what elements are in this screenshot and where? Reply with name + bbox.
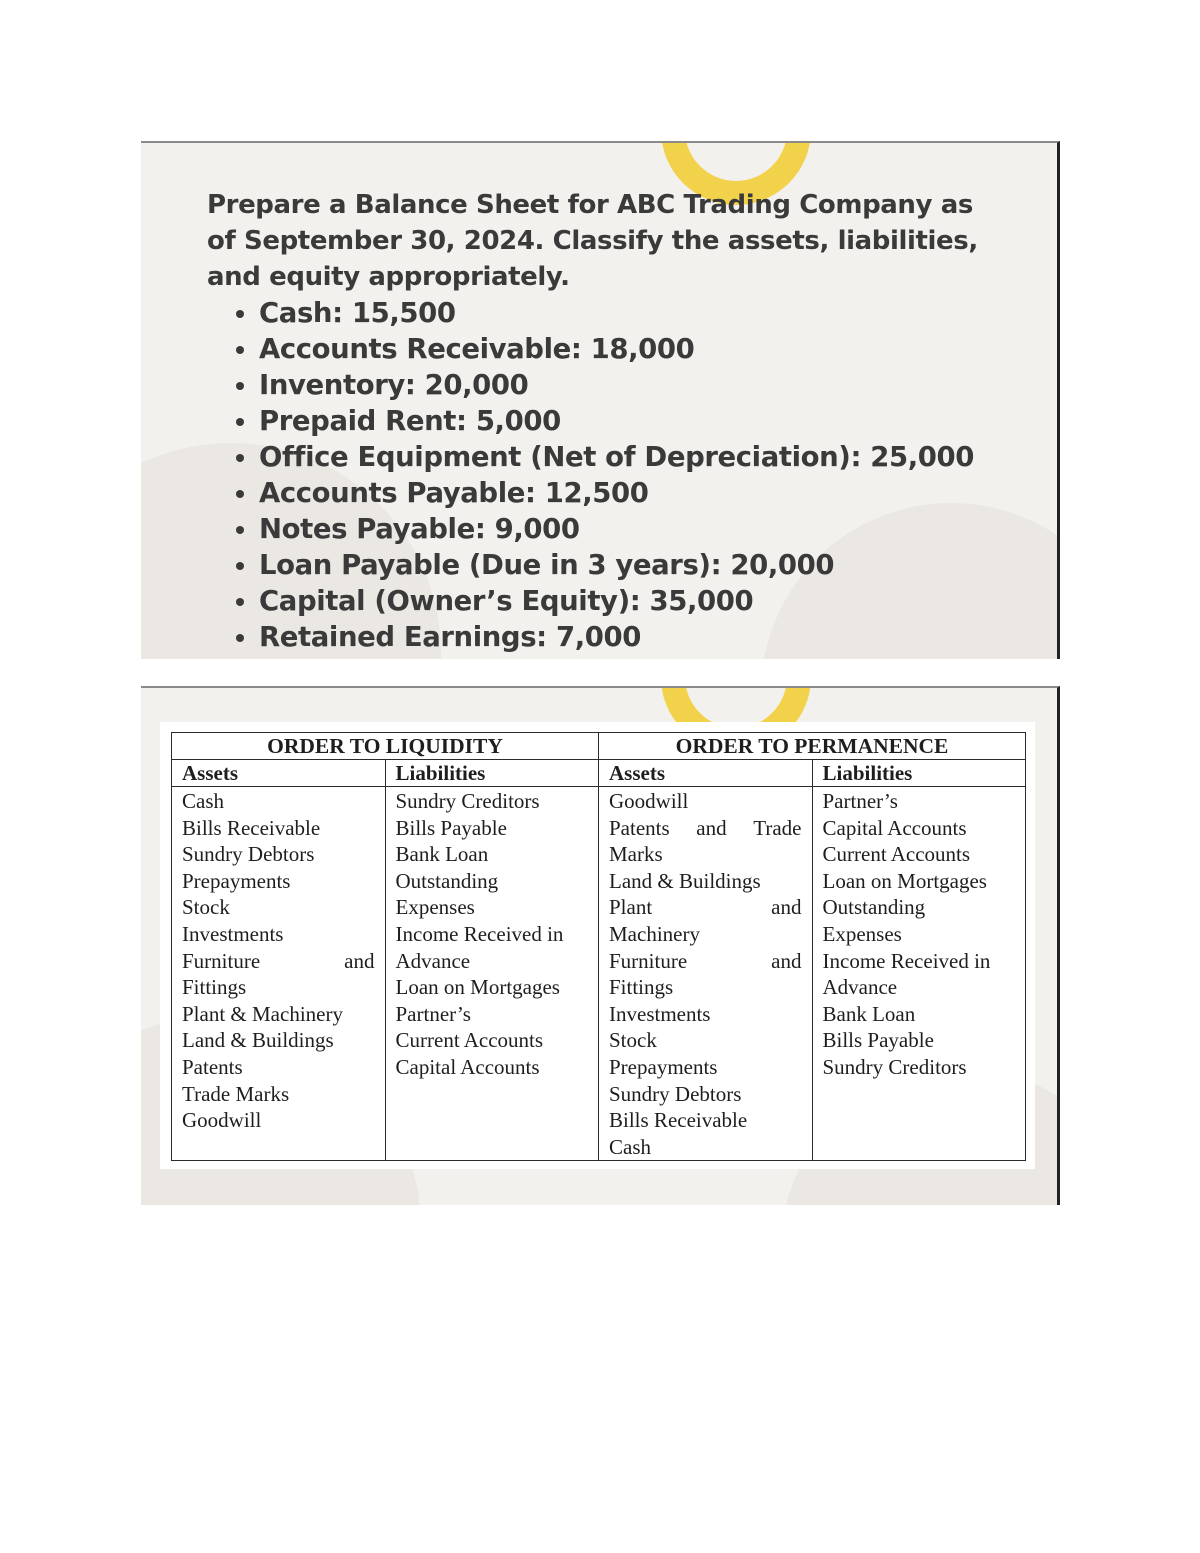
table-entry: Stock [182, 895, 230, 920]
table-entry: Patents and Trade [609, 815, 802, 840]
table-entry: Sundry Debtors [609, 1081, 742, 1106]
exercise-item: Loan Payable (Due in 3 years): 20,000 [233, 547, 1007, 583]
exercise-item: Office Equipment (Net of Depreciation): 25,000 [233, 439, 1007, 475]
exercise-item: Accounts Receivable: 18,000 [233, 331, 1007, 367]
table-entry: Prepayments [182, 868, 291, 893]
table-entry: Land & Buildings [182, 1028, 334, 1053]
exercise-item: Inventory: 20,000 [233, 367, 1007, 403]
liquidity-liabilities-cell [385, 787, 599, 1161]
table-entry: Loan on Mortgages [822, 868, 987, 893]
table-entry: Partner’s [822, 789, 898, 813]
permanence-assets-cell [599, 787, 813, 1161]
table-entry: Income Received in [395, 921, 564, 946]
table-entry: Advance [395, 948, 471, 973]
exercise-text [207, 187, 1007, 655]
header-order-to-permanence: ORDER TO PERMANENCE [599, 733, 1026, 760]
table-entry: Loan on Mortgages [395, 975, 560, 1000]
subheader-permanence-liabilities: Liabilities [812, 760, 1026, 787]
exercise-item: Notes Payable: 9,000 [233, 511, 1007, 547]
table-entry: Sundry Creditors [395, 789, 540, 813]
table-entry: Sundry Creditors [822, 1054, 967, 1079]
table-entry: Fittings [182, 975, 247, 1000]
subheader-liquidity-liabilities: Liabilities [385, 760, 599, 787]
subheader-liquidity-assets: Assets [172, 760, 386, 787]
table-entry: Capital Accounts [822, 815, 967, 840]
table-entry: Bills Payable [822, 1028, 934, 1053]
table-entry: Income Received in [822, 948, 991, 973]
table-entry: Investments [609, 1001, 711, 1026]
exercise-prompt: Prepare a Balance Sheet for ABC Trading Company as of September 30, 2024. Classify the assets, liabilities, and equity appropriately. [207, 190, 978, 292]
table-entry: Goodwill [609, 789, 689, 813]
table-entry: Current Accounts [822, 842, 971, 867]
header-order-to-liquidity: ORDER TO LIQUIDITY [172, 733, 599, 760]
exercise-item: Accounts Payable: 12,500 [233, 475, 1007, 511]
table-entry: Outstanding [822, 895, 926, 920]
order-table [171, 732, 1026, 1161]
table-entry: Marks [609, 842, 663, 867]
exercise-item: Cash: 15,500 [233, 295, 1007, 331]
table-entry: Prepayments [609, 1054, 718, 1079]
table-entry: Goodwill [182, 1108, 262, 1133]
table-entry: Expenses [395, 895, 475, 920]
table-entry: Partner’s [395, 1001, 471, 1026]
subheader-permanence-assets: Assets [599, 760, 813, 787]
table-entry: Expenses [822, 921, 902, 946]
table-entry: Outstanding [395, 868, 499, 893]
table-entry: Plant & Machinery [182, 1001, 343, 1026]
exercise-item: Capital (Owner’s Equity): 35,000 [233, 583, 1007, 619]
table-entry: Current Accounts [395, 1028, 544, 1053]
exercise-item: Prepaid Rent: 5,000 [233, 403, 1007, 439]
order-table-slide [141, 686, 1060, 1205]
table-entry: Furniture and [609, 948, 802, 973]
table-panel [160, 722, 1035, 1169]
table-entry: Cash [182, 789, 224, 813]
table-entry: Advance [822, 975, 898, 1000]
table-entry: Plant and [609, 895, 802, 920]
liquidity-assets-cell [172, 787, 386, 1161]
exercise-slide [141, 141, 1060, 659]
table-entry: Bills Receivable [182, 815, 321, 840]
table-entry: Bills Payable [395, 815, 507, 840]
table-entry: Sundry Debtors [182, 842, 315, 867]
permanence-liabilities-cell [812, 787, 1026, 1161]
table-entry: Cash [609, 1134, 651, 1159]
exercise-item-list [207, 295, 1007, 655]
table-entry: Machinery [609, 921, 700, 946]
table-entry: Bills Receivable [609, 1108, 748, 1133]
table-entry: Furniture and [182, 948, 375, 973]
table-entry: Capital Accounts [395, 1054, 540, 1079]
table-entry: Investments [182, 921, 284, 946]
table-entry: Land & Buildings [609, 868, 761, 893]
exercise-item: Retained Earnings: 7,000 [233, 619, 1007, 655]
table-entry: Bank Loan [822, 1001, 916, 1026]
table-entry: Fittings [609, 975, 674, 1000]
table-entry: Stock [609, 1028, 657, 1053]
table-entry: Patents [182, 1054, 243, 1079]
table-entry: Bank Loan [395, 842, 489, 867]
table-entry: Trade Marks [182, 1081, 290, 1106]
